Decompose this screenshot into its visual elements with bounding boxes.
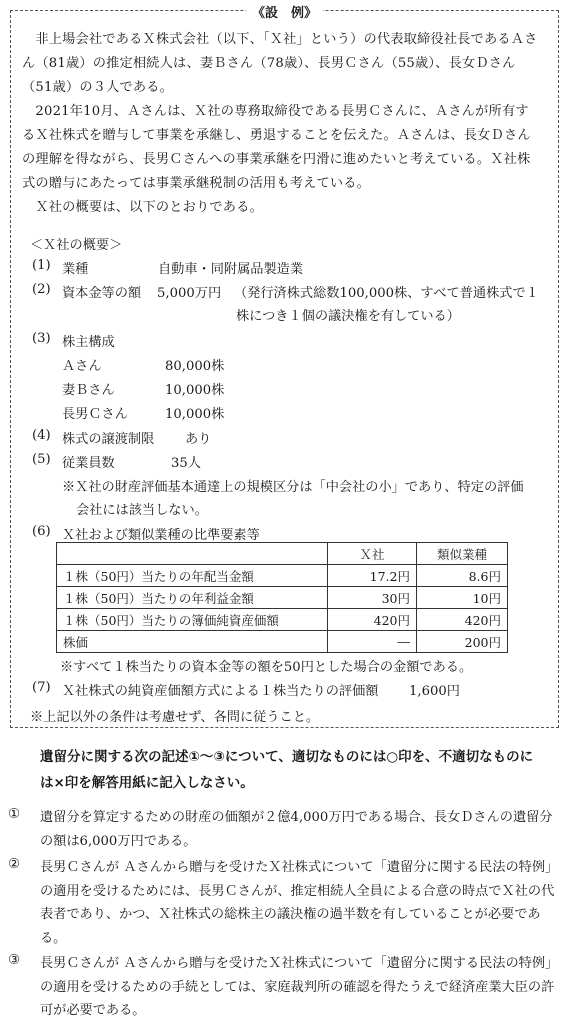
question-2-text: 長男Ｃさんが Ａさんから贈与を受けたＸ社株式について「遺留分に関する民法の特例」の適用を受けるためには、長男Ｃさんが、推定相続人全員による合意の時点でＸ社の代表者であり、かつ、Ｘ社株式の総株主の議決権の過半数を有していることが必要である。 bbox=[40, 860, 559, 946]
shareholder-name: 妻Ｂさん bbox=[62, 383, 115, 398]
table-row bbox=[57, 565, 508, 587]
item-1-number: (1) bbox=[32, 258, 51, 273]
item-2-value: 5,000万円 bbox=[157, 286, 222, 301]
intro-paragraph-3: Ｘ社の概要は、以下のとおりである。 bbox=[22, 200, 263, 215]
table-cell: 30円 bbox=[328, 587, 417, 609]
item-1-label: 業種 bbox=[62, 262, 89, 277]
question-instruction: 遺留分に関する次の記述①～③について、適切なものには○印を、不適切なものには×印を解答用紙に記入しなさい。 bbox=[40, 749, 534, 791]
intro-paragraph-2: 2021年10月、Ａさんは、Ｘ社の専務取締役である長男Ｃさんに、Ａさんが所有するＸ社株式を贈与して事業を承継し、勇退することを伝えた。Ａさんは、長女Ｄさんの理解を得ながら、長男Ｃさんへの事業承継を円滑に進めたいと考えている。Ｘ社株式の贈与にあたっては事業承継税制の活用も考えている。 bbox=[22, 104, 531, 191]
table-cell: 17.2円 bbox=[328, 565, 417, 587]
case-header: 《設 例》 bbox=[11, 2, 558, 21]
question-3-text: 長男Ｃさんが Ａさんから贈与を受けたＸ社株式について「遺留分に関する民法の特例」の適用を受けるための手続としては、家庭裁判所の確認を得たうえで経済産業大臣の許可が必要である。 bbox=[40, 956, 559, 1018]
question-1-text: 遺留分を算定するための財産の価額が２億4,000万円である場合、長女Ｄさんの遺留分の額は6,000万円である。 bbox=[40, 810, 553, 849]
question-2-mark: ② bbox=[8, 856, 21, 872]
shareholder-name: Ａさん bbox=[62, 359, 102, 374]
item-4-value: あり bbox=[185, 432, 212, 447]
shareholder-shares: 80,000株 bbox=[165, 359, 225, 374]
comparison-table bbox=[56, 542, 508, 653]
item-6-note: ※すべて１株当たりの資本金等の額を50円とした場合の金額である。 bbox=[60, 660, 473, 675]
shareholder-name: 長男Ｃさん bbox=[62, 407, 128, 422]
table-cell: 200円 bbox=[417, 631, 508, 653]
item-5-note-1: ※Ｘ社の財産評価基本通達上の規模区分は「中会社の小」であり、特定の評価 bbox=[62, 480, 524, 495]
item-1-value: 自動車・同附属品製造業 bbox=[158, 262, 304, 277]
intro-paragraph-1: 非上場会社であるＸ株式会社（以下、「Ｘ社」という）の代表取締役社長であるＡさん（81歳）の推定相続人は、妻Ｂさん（78歳）、長男Ｃさん（55歳）、長女Ｄさん（51歳）の３人である。 bbox=[22, 32, 538, 95]
item-7-number: (7) bbox=[32, 680, 51, 695]
item-5-value: 35人 bbox=[171, 456, 201, 471]
footer-note: ※上記以外の条件は考慮せず、各問に従うこと。 bbox=[30, 710, 320, 725]
item-3-label: 株主構成 bbox=[62, 335, 115, 350]
overview-title: ＜Ｘ社の概要＞ bbox=[30, 238, 123, 253]
table-header-cell: Ｘ社 bbox=[328, 543, 417, 565]
table-cell: 10円 bbox=[417, 587, 508, 609]
table-row bbox=[57, 631, 508, 653]
table-row bbox=[57, 609, 508, 631]
item-6-number: (6) bbox=[32, 524, 51, 539]
table-row bbox=[57, 587, 508, 609]
item-2-label: 資本金等の額 bbox=[62, 286, 142, 301]
table-header-row bbox=[57, 543, 508, 565]
item-2-number: (2) bbox=[32, 282, 51, 297]
item-2-note-1: （発行済株式総数100,000株、すべて普通株式で１ bbox=[234, 286, 539, 301]
item-5-note-2: 会社には該当しない。 bbox=[76, 503, 208, 518]
item-5-label: 従業員数 bbox=[62, 456, 115, 471]
item-4-label: 株式の譲渡制限 bbox=[62, 432, 155, 447]
table-cell: １株（50円）当たりの簿価純資産価額 bbox=[57, 609, 328, 631]
shareholder-shares: 10,000株 bbox=[165, 383, 225, 398]
item-6-label: Ｘ社および類似業種の比準要素等 bbox=[62, 528, 260, 543]
table-cell: ― bbox=[328, 631, 417, 653]
item-2-note-2: 株につき１個の議決権を有している） bbox=[236, 309, 460, 324]
item-7-label: Ｘ社株式の純資産価額方式による１株当たりの評価額 bbox=[62, 684, 379, 699]
item-3-number: (3) bbox=[32, 331, 51, 346]
shareholder-shares: 10,000株 bbox=[165, 407, 225, 422]
question-3-mark: ③ bbox=[8, 952, 21, 968]
table-header-cell bbox=[57, 543, 328, 565]
table-cell: 420円 bbox=[328, 609, 417, 631]
table-cell: 8.6円 bbox=[417, 565, 508, 587]
item-7-value: 1,600円 bbox=[409, 684, 460, 699]
table-cell: １株（50円）当たりの年配当金額 bbox=[57, 565, 328, 587]
table-cell: 420円 bbox=[417, 609, 508, 631]
item-5-number: (5) bbox=[32, 452, 51, 467]
question-1-mark: ① bbox=[8, 806, 21, 822]
table-cell: １株（50円）当たりの年利益金額 bbox=[57, 587, 328, 609]
table-cell: 株価 bbox=[57, 631, 328, 653]
item-4-number: (4) bbox=[32, 428, 51, 443]
table-header-cell: 類似業種 bbox=[417, 543, 508, 565]
